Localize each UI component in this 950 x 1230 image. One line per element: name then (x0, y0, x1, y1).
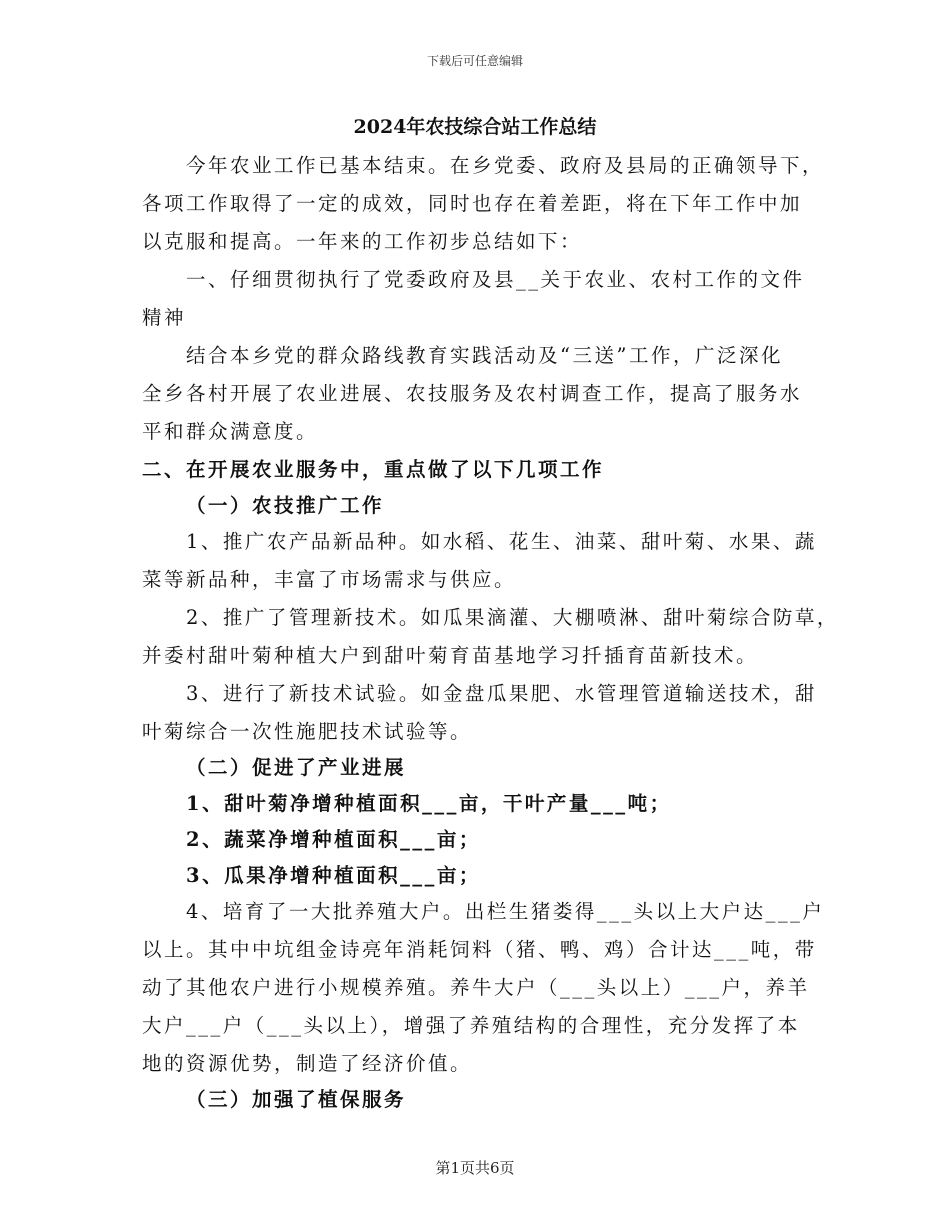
section-heading: 精神 (142, 306, 187, 329)
section-heading: 一、仔细贯彻执行了党委政府及县__关于农业、农村工作的文件 (186, 268, 805, 291)
document-title: 2024年农技综合站工作总结 (353, 116, 597, 138)
paragraph-line: 1、推广农产品新品种。如水稻、花生、油菜、甜叶菊、水果、蔬 (186, 530, 817, 553)
paragraph-line: 各项工作取得了一定的成效，同时也存在着差距，将在下年工作中加 (142, 192, 803, 215)
page-header: 下载后可任意编辑 (426, 54, 523, 68)
paragraph-line: 3、进行了新技术试验。如金盘瓜果肥、水管理管道输送技术，甜 (186, 682, 817, 705)
paragraph-line: 2、推广了管理新技术。如瓜果滴灌、大棚喷淋、甜叶菊综合防草， (186, 606, 839, 629)
paragraph-line: 大户___户（___头以上），增强了养殖结构的合理性，充分发挥了本 (142, 1014, 800, 1037)
paragraph-line: 并委村甜叶菊种植大户到甜叶菊育苗基地学习扦插育苗新技术。 (142, 644, 759, 667)
paragraph-line: 叶菊综合一次性施肥技术试验等。 (142, 720, 473, 743)
subsection-heading: （二）促进了产业进展 (186, 756, 407, 779)
paragraph-line: 平和群众满意度。 (142, 420, 319, 443)
list-item: 1、甜叶菊净增种植面积___亩，干叶产量___吨； (186, 792, 672, 815)
paragraph-line: 今年农业工作已基本结束。在乡党委、政府及县局的正确领导下， (186, 154, 825, 177)
paragraph-line: 4、培育了一大批养殖大户。出栏生猪娄得___头以上大户达___户 (186, 900, 825, 923)
page-number: 第1页共6页 (435, 1159, 515, 1177)
paragraph-line: 地的资源优势，制造了经济价值。 (142, 1052, 473, 1075)
list-item: 2、蔬菜净增种植面积___亩； (186, 828, 481, 851)
paragraph-line: 结合本乡党的群众路线教育实践活动及“三送”工作，广泛深化 (186, 344, 783, 367)
paragraph-line: 以上。其中中坑组金诗亮年消耗饲料（猪、鸭、鸡）合计达___吨，带 (142, 938, 817, 961)
section-heading: 二、在开展农业服务中，重点做了以下几项工作 (142, 458, 605, 481)
subsection-heading: （三）加强了植保服务 (186, 1088, 407, 1111)
paragraph-line: 以克服和提高。一年来的工作初步总结如下： (142, 230, 583, 253)
paragraph-line: 菜等新品种，丰富了市场需求与供应。 (142, 568, 517, 591)
subsection-heading: （一）农技推广工作 (186, 494, 385, 517)
paragraph-line: 动了其他农户进行小规模养殖。养牛大户（___头以上）___户，养羊 (142, 976, 810, 999)
paragraph-line: 全乡各村开展了农业进展、农技服务及农村调查工作，提高了服务水 (142, 382, 803, 405)
list-item: 3、瓜果净增种植面积___亩； (186, 864, 481, 887)
